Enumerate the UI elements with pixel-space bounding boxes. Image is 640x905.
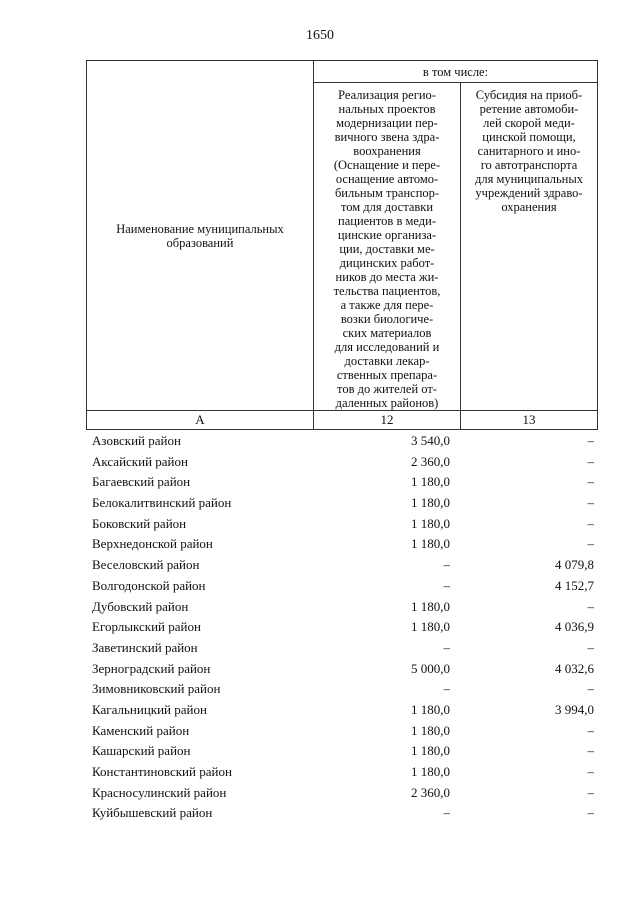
value-col-13: – [587, 453, 594, 469]
value-col-13: – [587, 722, 594, 738]
table-row [86, 555, 598, 576]
header-text-line: оснащение автомо- [335, 172, 439, 186]
municipality-name: Дубовский район [92, 598, 189, 614]
header-text-line: для исследований и [334, 340, 440, 354]
municipality-name: Белокалитвинский район [92, 495, 232, 511]
header-text-line: ретение автомоби- [479, 102, 579, 116]
municipality-name: Веселовский район [92, 557, 200, 573]
table-row [86, 659, 598, 680]
header-text-line: бильным транспор- [334, 186, 440, 200]
value-col-12: 1 180,0 [411, 701, 450, 717]
table-row [86, 617, 598, 638]
header-text-line: воохранения [353, 144, 421, 158]
municipality-name: Каменский район [92, 722, 190, 738]
municipality-name: Константиновский район [92, 764, 232, 779]
header-text-line: даленных районов) [335, 396, 439, 410]
table-row [86, 576, 598, 597]
header-text-line: пациентов в меди- [338, 214, 436, 228]
header-text-line: Реализация регио- [338, 88, 436, 102]
header-text-line: ников до места жи- [335, 270, 439, 284]
value-col-12: 2 360,0 [411, 784, 450, 800]
header-index-a: А [87, 411, 314, 430]
header-text-line: ции, доставки ме- [339, 242, 435, 256]
header-text-line: цинской помощи, [482, 130, 576, 144]
header-text-line: доставки лекар- [344, 354, 430, 368]
value-col-12: 1 180,0 [411, 764, 450, 779]
value-col-12: 1 180,0 [411, 536, 450, 552]
header-col-12 [314, 83, 461, 411]
municipality-name: Зимовниковский район [92, 681, 221, 697]
header-text-line: модернизации пер- [336, 116, 438, 130]
municipality-name: Верхнедонской район [92, 536, 213, 552]
table-row [86, 431, 598, 452]
municipality-name: Волгодонской район [92, 577, 206, 593]
table-row [86, 721, 598, 742]
value-col-13: 4 036,9 [555, 619, 594, 635]
value-col-13: – [587, 764, 594, 779]
table-row [86, 700, 598, 721]
value-col-13: – [587, 743, 594, 759]
value-col-13: 4 032,6 [555, 660, 594, 676]
header-text-line: том для доставки [340, 200, 434, 214]
header-including: в том числе: [314, 61, 598, 83]
header-text-line: охранения [501, 200, 557, 214]
value-col-13: 4 079,8 [555, 557, 594, 573]
value-col-13: – [587, 598, 594, 614]
value-col-12: 1 180,0 [411, 495, 450, 511]
header-col-13 [461, 83, 598, 411]
value-col-12: 1 180,0 [411, 722, 450, 738]
header-text-line: учреждений здраво- [475, 186, 583, 200]
value-col-12: 2 360,0 [411, 453, 450, 469]
value-col-13: – [587, 784, 594, 800]
header-text-line: вичного звена здра- [334, 130, 440, 144]
value-col-12: 1 180,0 [411, 474, 450, 490]
value-col-13: – [587, 495, 594, 511]
value-col-13: – [587, 639, 594, 655]
header-index-13: 13 [461, 411, 598, 430]
table-row [86, 493, 598, 514]
municipality-name: Боковский район [92, 515, 187, 531]
header-index-12: 12 [314, 411, 461, 430]
value-col-12: 5 000,0 [411, 660, 450, 676]
value-col-12: 1 180,0 [411, 515, 450, 531]
table-row [86, 783, 598, 804]
value-col-13: 3 994,0 [555, 701, 594, 717]
header-text-line: ственных препара- [336, 368, 438, 382]
table-row [86, 597, 598, 618]
value-col-13: – [587, 805, 594, 821]
header-name-line: образований [166, 235, 234, 250]
municipality-name: Кагальницкий район [92, 701, 207, 717]
header-text-line: лей скорой меди- [483, 116, 575, 130]
table-body [86, 431, 598, 824]
header-text-line: санитарного и ино- [477, 144, 581, 158]
municipality-name: Багаевский район [92, 474, 191, 490]
value-col-13: 4 152,7 [555, 577, 594, 593]
municipality-name: Заветинский район [92, 639, 198, 655]
table-row [86, 762, 598, 783]
value-col-12: – [443, 805, 450, 821]
value-col-12: – [443, 577, 450, 593]
header-text-line: нальных проектов [338, 102, 436, 116]
header-text-line: тельства пациентов, [333, 284, 441, 298]
header-text-line: ских материалов [342, 326, 432, 340]
value-col-13: – [587, 433, 594, 448]
header-text-line: Субсидия на приоб- [475, 88, 583, 102]
table-header [86, 60, 598, 430]
municipality-name: Куйбышевский район [92, 805, 213, 821]
table-row [86, 534, 598, 555]
table-row [86, 472, 598, 493]
table-row [86, 638, 598, 659]
municipality-name: Азовский район [92, 433, 181, 448]
value-col-12: 1 180,0 [411, 598, 450, 614]
header-municipality-name [87, 61, 314, 411]
header-text-line: (Оснащение и пере- [333, 158, 441, 172]
header-text-line: дицинских работ- [339, 256, 435, 270]
header-name-line: Наименование муниципальных [116, 221, 284, 236]
municipality-name: Зерноградский район [92, 660, 211, 676]
municipality-name: Кашарский район [92, 743, 191, 759]
value-col-12: 1 180,0 [411, 619, 450, 635]
table-row [86, 741, 598, 762]
value-col-12: 1 180,0 [411, 743, 450, 759]
value-col-12: – [443, 639, 450, 655]
header-text-line: цинские организа- [337, 228, 437, 242]
municipality-name: Аксайский район [92, 453, 188, 469]
table-row [86, 452, 598, 473]
value-col-13: – [587, 681, 594, 697]
header-text-line: для муниципальных [474, 172, 583, 186]
header-text-line: а также для пере- [340, 298, 434, 312]
value-col-13: – [587, 515, 594, 531]
table-row [86, 679, 598, 700]
value-col-12: – [443, 681, 450, 697]
municipality-name: Егорлыкский район [92, 619, 201, 635]
value-col-12: 3 540,0 [411, 433, 450, 448]
header-text-line: го автотранспорта [480, 158, 578, 172]
header-text-line: возки биологиче- [340, 312, 434, 326]
value-col-13: – [587, 536, 594, 552]
page-number: 1650 [306, 28, 334, 43]
table-row [86, 514, 598, 535]
value-col-12: – [443, 557, 450, 573]
value-col-13: – [587, 474, 594, 490]
table-row [86, 803, 598, 824]
municipality-name: Красносулинский район [92, 784, 227, 800]
header-text-line: тов до жителей от- [337, 382, 437, 396]
